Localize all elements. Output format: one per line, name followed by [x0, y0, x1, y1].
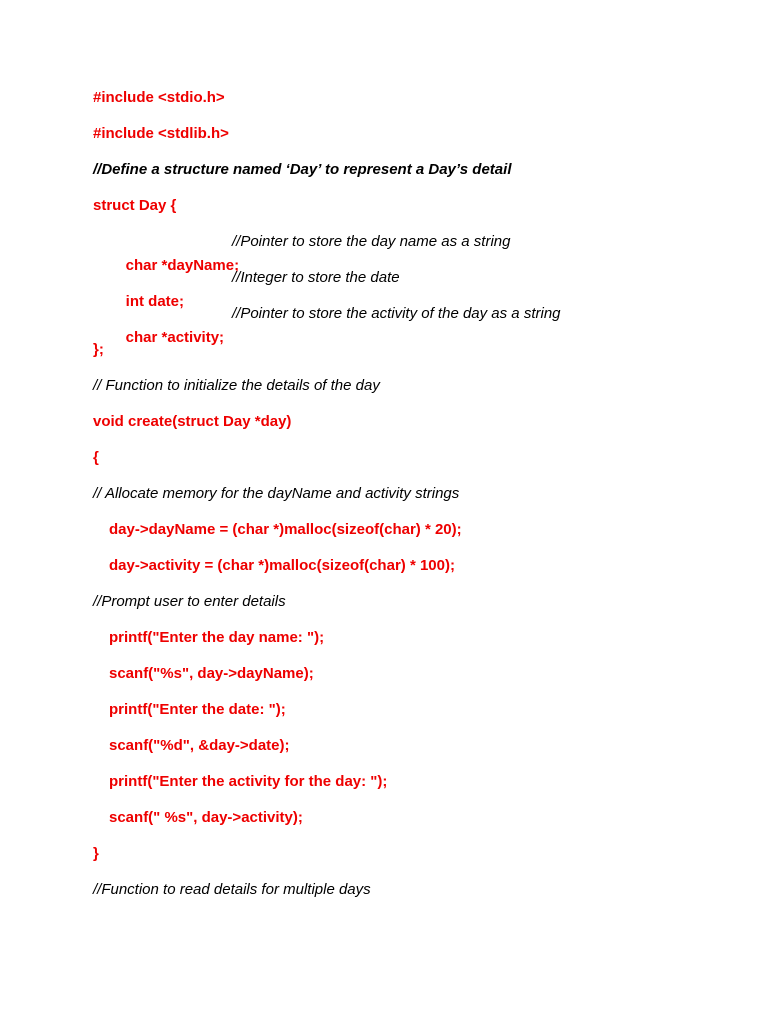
malloc-activity-line: day->activity = (char *)malloc(sizeof(char) * 100);: [109, 557, 455, 574]
struct-close-line: };: [93, 341, 104, 358]
struct-description-comment: //Define a structure named ‘Day’ to represent a Day’s detail: [93, 161, 512, 178]
date-field-code: int date;: [125, 293, 185, 310]
date-field-line: [109, 266, 185, 310]
dayname-field-comment: //Pointer to store the day name as a string: [232, 233, 511, 250]
activity-field-code: char *activity;: [125, 329, 225, 346]
activity-field-line: [109, 302, 225, 346]
include-stdio-line: #include <stdio.h>: [93, 89, 225, 106]
read-multiple-days-comment: //Function to read details for multiple days: [93, 881, 371, 898]
printf-dayname-line: printf("Enter the day name: ");: [109, 629, 325, 646]
dayname-field-line: [109, 230, 240, 274]
create-function-signature: void create(struct Day *day): [93, 413, 292, 430]
function-open-brace: {: [93, 449, 99, 466]
create-function-comment: // Function to initialize the details of the day: [93, 377, 380, 394]
date-field-comment: //Integer to store the date: [232, 269, 400, 286]
allocate-memory-comment: // Allocate memory for the dayName and activity strings: [93, 485, 460, 502]
scanf-activity-line: scanf(" %s", day->activity);: [109, 809, 303, 826]
printf-activity-line: printf("Enter the activity for the day: ");: [109, 773, 388, 790]
scanf-date-line: scanf("%d", &day->date);: [109, 737, 290, 754]
struct-declaration-line: struct Day {: [93, 197, 177, 214]
dayname-field-code: char *dayName;: [125, 257, 240, 274]
scanf-dayname-line: scanf("%s", day->dayName);: [109, 665, 314, 682]
include-stdlib-line: #include <stdlib.h>: [93, 125, 229, 142]
prompt-user-comment: //Prompt user to enter details: [93, 593, 286, 610]
activity-field-comment: //Pointer to store the activity of the day as a string: [232, 305, 561, 322]
malloc-dayname-line: day->dayName = (char *)malloc(sizeof(char) * 20);: [109, 521, 462, 538]
printf-date-line: printf("Enter the date: ");: [109, 701, 286, 718]
function-close-brace: }: [93, 845, 99, 862]
